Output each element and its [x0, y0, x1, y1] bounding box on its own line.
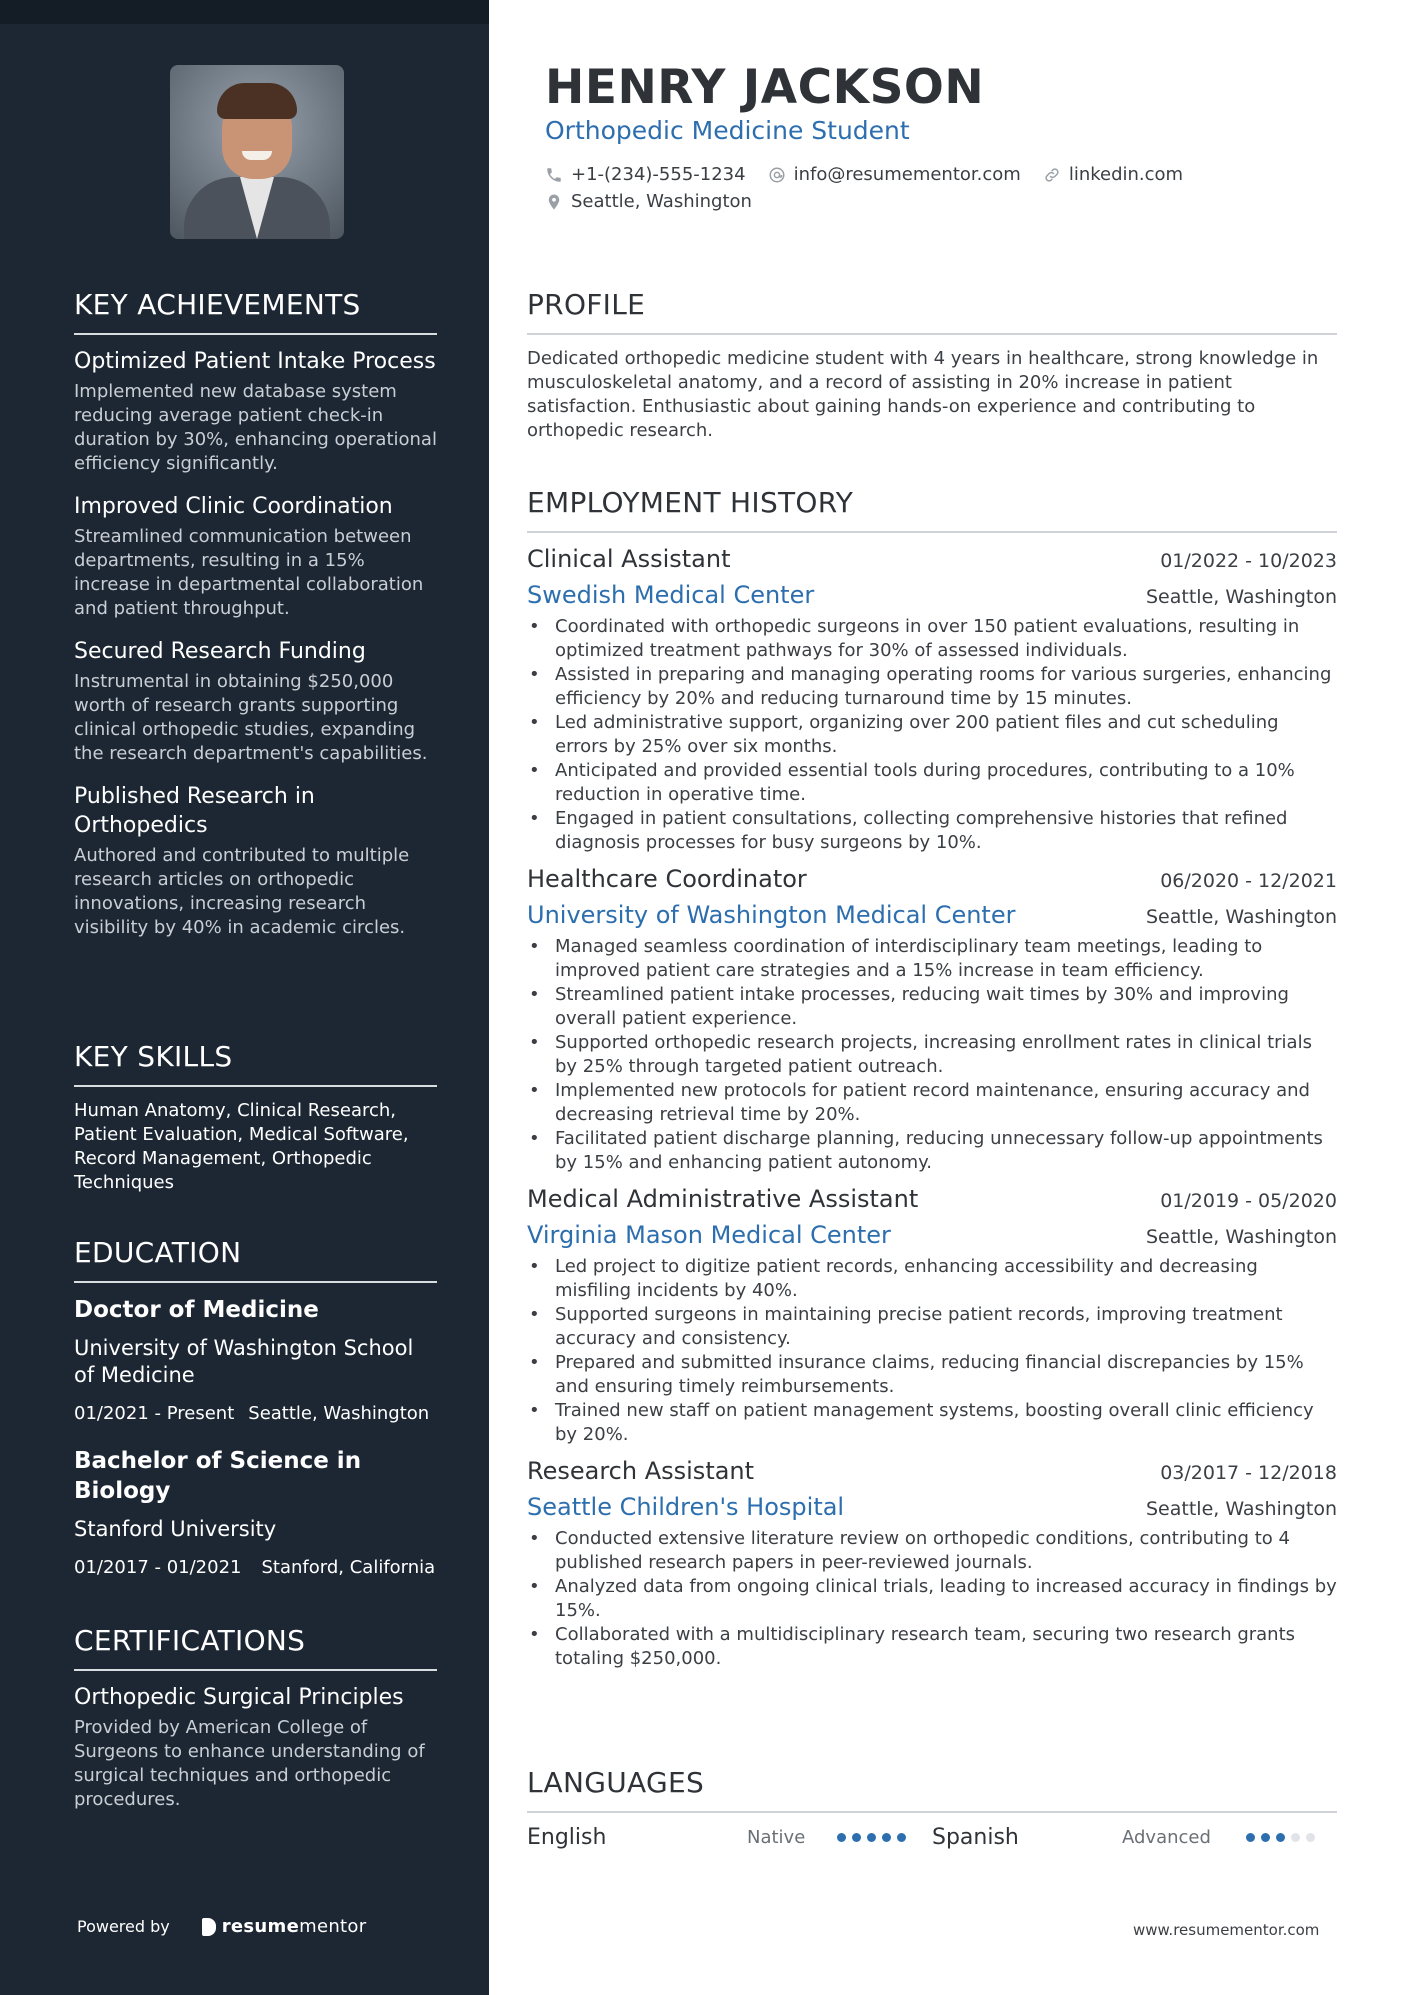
- job-dates: 01/2022 - 10/2023: [1160, 550, 1337, 572]
- resumementor-logo-icon: [202, 1918, 216, 1936]
- skills-list: Human Anatomy, Clinical Research, Patient Evaluation, Medical Software, Record Management, Orthopedic Techniques: [74, 1100, 409, 1193]
- contact-email[interactable]: [768, 164, 1021, 185]
- brand-bold: resume: [221, 1916, 300, 1937]
- sidebar-top-bar: [0, 0, 489, 24]
- language-name: Spanish: [932, 1825, 1019, 1850]
- proficiency-dot-filled: [1246, 1833, 1255, 1842]
- job-item: [527, 1185, 1337, 1447]
- edu-meta: [74, 1403, 437, 1424]
- achievement-item: [74, 637, 437, 766]
- job-location: Seattle, Washington: [1146, 586, 1337, 608]
- achievement-item: [74, 492, 437, 621]
- employment-section: [527, 486, 1337, 1681]
- phone-text: +1-(234)-555-1234: [571, 164, 746, 185]
- job-bullet: • Coordinated with orthopedic surgeons in over 150 patient evaluations, resulting in optimized treatment pathways for 30% of assessed individuals.: [527, 615, 1337, 663]
- achievement-desc: Implemented new database system reducing average patient check-in duration by 30%, enhancing operational efficiency significantly.: [74, 381, 437, 474]
- job-bullet: • Engaged in patient consultations, collecting comprehensive histories that refined diagnosis processes for busy surgeons by 10%.: [527, 807, 1337, 855]
- job-bullet: • Conducted extensive literature review on orthopedic conditions, contributing to 4 published research papers in peer-reviewed journals.: [527, 1527, 1337, 1575]
- education-section: [74, 1236, 437, 1600]
- certifications-title: CERTIFICATIONS: [74, 1624, 437, 1671]
- job-location: Seattle, Washington: [1146, 906, 1337, 928]
- job-bullet: • Anticipated and provided essential tools during procedures, contributing to a 10% reduction in operative time.: [527, 759, 1337, 807]
- contact-row: [545, 164, 1335, 185]
- achievement-title: Published Research in Orthopedics: [74, 784, 315, 838]
- contact-location: [545, 191, 752, 212]
- education-item: [74, 1446, 437, 1578]
- job-bullet: • Collaborated with a multidisciplinary research team, securing two research grants totaling $250,000.: [527, 1623, 1337, 1671]
- sidebar: [0, 0, 489, 1995]
- job-dates: 01/2019 - 05/2020: [1160, 1190, 1337, 1212]
- achievement-desc: Authored and contributed to multiple research articles on orthopedic innovations, increasing research visibility by 40% in academic circles.: [74, 845, 410, 938]
- proficiency-dot-filled: [837, 1833, 846, 1842]
- proficiency-dot-filled: [867, 1833, 876, 1842]
- proficiency-dot-empty: [1306, 1833, 1315, 1842]
- edu-degree: Bachelor of Science in Biology: [74, 1448, 362, 1504]
- job-title: Research Assistant: [527, 1457, 755, 1485]
- job-bullets: [527, 935, 1337, 1175]
- job-title: Healthcare Coordinator: [527, 865, 807, 893]
- key-achievements-section: [74, 288, 437, 956]
- cert-desc: Provided by American College of Surgeons to enhance understanding of surgical techniques and orthopedic procedures.: [74, 1717, 425, 1810]
- job-bullet: • Assisted in preparing and managing operating rooms for various surgeries, enhancing efficiency by 20% and reducing turnaround time by 15 minutes.: [527, 663, 1337, 711]
- achievement-item: [74, 782, 437, 940]
- edu-school: University of Washington School of Medicine: [74, 1336, 414, 1387]
- location-text: Seattle, Washington: [571, 191, 752, 212]
- job-bullet: • Analyzed data from ongoing clinical trials, leading to increased accuracy in findings by 15%.: [527, 1575, 1337, 1623]
- contact-phone[interactable]: [545, 164, 746, 185]
- job-location: Seattle, Washington: [1146, 1226, 1337, 1248]
- edu-school: Stanford University: [74, 1517, 277, 1541]
- education-item: [74, 1295, 437, 1424]
- language-item: [527, 1825, 932, 1850]
- job-dates: 06/2020 - 12/2021: [1160, 870, 1337, 892]
- phone-icon: [545, 166, 563, 184]
- edu-dates: 01/2021 - Present: [74, 1403, 235, 1424]
- footer-website[interactable]: www.resumementor.com: [1133, 1921, 1320, 1939]
- job-bullet: • Trained new staff on patient management systems, boosting overall clinic efficiency by 20%.: [527, 1399, 1337, 1447]
- proficiency-dot-filled: [1261, 1833, 1270, 1842]
- profile-text: Dedicated orthopedic medicine student with 4 years in healthcare, strong knowledge in musculoskeletal anatomy, and a record of assisting in 20% increase in patient satisfaction. Enthusiastic about gaining hands-on experience and contributing to orthopedic research.: [527, 348, 1319, 441]
- resumementor-logo[interactable]: [202, 1916, 367, 1937]
- profile-title: PROFILE: [527, 288, 1337, 335]
- language-level: Native: [747, 1827, 806, 1848]
- cert-title: Orthopedic Surgical Principles: [74, 1685, 404, 1710]
- brand-light: mentor: [299, 1916, 367, 1937]
- certifications-section: [74, 1624, 437, 1812]
- link-icon: [1043, 166, 1061, 184]
- profile-photo: [170, 65, 344, 239]
- job-bullet: • Facilitated patient discharge planning, reducing unnecessary follow-up appointments by 15% and enhancing patient autonomy.: [527, 1127, 1337, 1175]
- powered-by-label: Powered by: [77, 1917, 170, 1936]
- language-name: English: [527, 1825, 607, 1850]
- job-bullet: • Supported orthopedic research projects, increasing enrollment rates in clinical trials by 25% through targeted patient outreach.: [527, 1031, 1337, 1079]
- job-item: [527, 865, 1337, 1175]
- job-item: [527, 1457, 1337, 1671]
- email-text: info@resumementor.com: [793, 164, 1021, 185]
- job-company: University of Washington Medical Center: [527, 901, 1016, 929]
- job-title: Medical Administrative Assistant: [527, 1185, 919, 1213]
- job-bullets: [527, 1255, 1337, 1447]
- achievement-title: Secured Research Funding: [74, 639, 366, 664]
- proficiency-dot-filled: [1276, 1833, 1285, 1842]
- job-bullet: • Led administrative support, organizing over 200 patient files and cut scheduling errors by 25% over six months.: [527, 711, 1337, 759]
- achievement-desc: Streamlined communication between departments, resulting in a 15% increase in departmental collaboration and patient throughput.: [74, 526, 424, 619]
- location-pin-icon: [545, 193, 563, 211]
- proficiency-dot-filled: [882, 1833, 891, 1842]
- contact-row-2: [545, 191, 1335, 212]
- job-company: Swedish Medical Center: [527, 581, 815, 609]
- languages-section: [527, 1766, 1337, 1850]
- job-bullet: • Managed seamless coordination of interdisciplinary team meetings, leading to improved patient care strategies and a 15% increase in team efficiency.: [527, 935, 1337, 983]
- achievement-title: Optimized Patient Intake Process: [74, 349, 436, 374]
- languages-title: LANGUAGES: [527, 1766, 1337, 1813]
- job-bullet: • Streamlined patient intake processes, reducing wait times by 30% and improving overall patient experience.: [527, 983, 1337, 1031]
- achievement-title: Improved Clinic Coordination: [74, 494, 393, 519]
- language-dots: [1246, 1833, 1321, 1842]
- at-icon: [768, 166, 786, 184]
- achievement-desc: Instrumental in obtaining $250,000 worth of research grants supporting clinical orthopedic studies, expanding the research department's capabilities.: [74, 671, 428, 764]
- linkedin-text: linkedin.com: [1068, 164, 1184, 185]
- candidate-name: HENRY JACKSON: [545, 60, 985, 115]
- edu-degree: Doctor of Medicine: [74, 1297, 319, 1323]
- contact-linkedin[interactable]: [1043, 164, 1183, 185]
- job-bullet: • Led project to digitize patient records, enhancing accessibility and decreasing misfiling incidents by 40%.: [527, 1255, 1337, 1303]
- job-company: Virginia Mason Medical Center: [527, 1221, 891, 1249]
- language-level: Advanced: [1122, 1827, 1211, 1848]
- edu-location: Seattle, Washington: [248, 1403, 430, 1424]
- job-bullet: • Supported surgeons in maintaining precise patient records, improving treatment accuracy and consistency.: [527, 1303, 1337, 1351]
- job-title: Clinical Assistant: [527, 545, 731, 573]
- edu-meta: [74, 1557, 437, 1578]
- candidate-role: Orthopedic Medicine Student: [545, 116, 910, 145]
- key-skills-title: KEY SKILLS: [74, 1040, 437, 1087]
- job-dates: 03/2017 - 12/2018: [1160, 1462, 1337, 1484]
- job-location: Seattle, Washington: [1146, 1498, 1337, 1520]
- achievement-item: [74, 347, 437, 476]
- education-title: EDUCATION: [74, 1236, 437, 1283]
- key-achievements-title: KEY ACHIEVEMENTS: [74, 288, 437, 335]
- powered-by: [77, 1916, 366, 1937]
- job-bullets: [527, 1527, 1337, 1671]
- job-company: Seattle Children's Hospital: [527, 1493, 845, 1521]
- job-bullet: • Implemented new protocols for patient record maintenance, ensuring accuracy and decreasing retrieval time by 20%.: [527, 1079, 1337, 1127]
- job-item: [527, 545, 1337, 855]
- key-skills-section: [74, 1040, 437, 1195]
- profile-section: [527, 288, 1337, 443]
- employment-title: EMPLOYMENT HISTORY: [527, 486, 1337, 533]
- job-bullet: • Prepared and submitted insurance claims, reducing financial discrepancies by 15% and ensuring timely reimbursements.: [527, 1351, 1337, 1399]
- proficiency-dot-filled: [897, 1833, 906, 1842]
- language-item: [932, 1825, 1337, 1850]
- job-bullets: [527, 615, 1337, 855]
- proficiency-dot-filled: [852, 1833, 861, 1842]
- languages-row: [527, 1825, 1337, 1850]
- edu-dates: 01/2017 - 01/2021: [74, 1557, 242, 1578]
- language-dots: [837, 1833, 912, 1842]
- proficiency-dot-empty: [1291, 1833, 1300, 1842]
- edu-location: Stanford, California: [261, 1557, 436, 1578]
